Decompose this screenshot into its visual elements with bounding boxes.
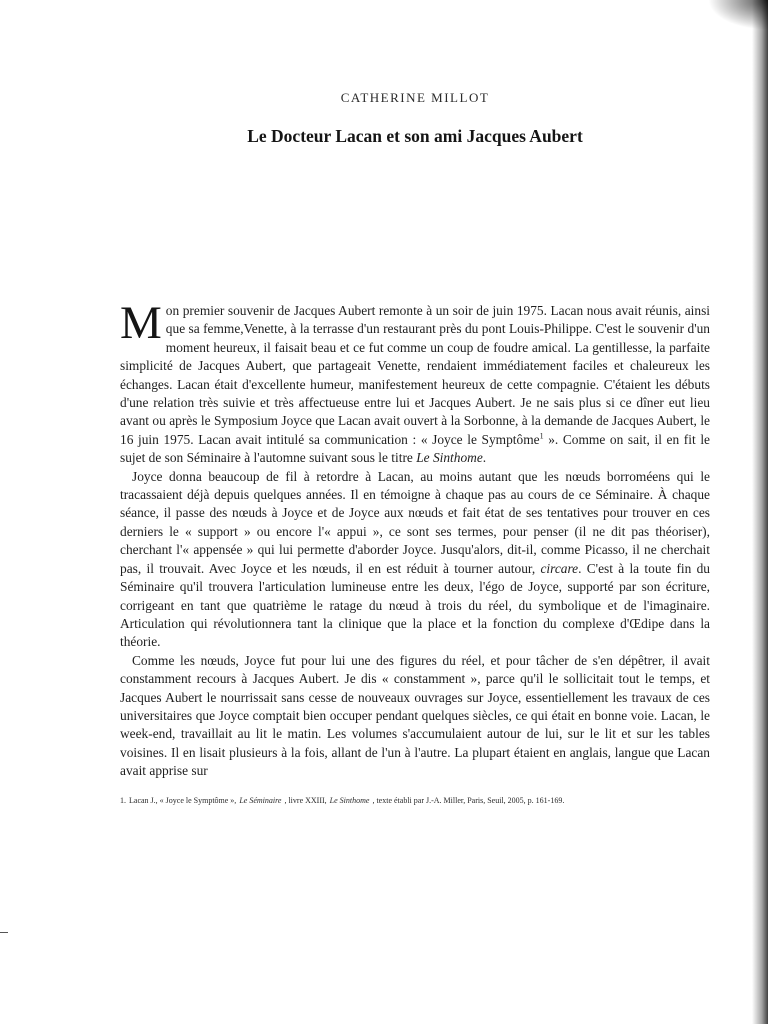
- footnote-text-end: , texte établi par J.-A. Miller, Paris, Seuil, 2005, p. 161-169.: [372, 795, 565, 805]
- latin-term-italic: circare: [540, 560, 579, 576]
- scan-shadow-edge: [752, 0, 768, 1024]
- article-body: [120, 297, 710, 781]
- scan-corner-shadow: [708, 0, 768, 30]
- footnote-text: Lacan J., « Joyce le Symptôme »,: [129, 795, 237, 805]
- paragraph-2-text: Joyce donna beaucoup de fil à retordre à Lacan, au moins autant que les nœuds borroméens qui le tracassaient déjà depuis quelques années. Il en témoigne à chaque pas au cours de ce Séminaire. À chaque séance, il passe des nœuds à Joyce et de Joyce aux nœuds et fait état de ses tentatives pour trouver en ces derniers le « support » ou encore l'« appui », ce sont ses termes, pour penser (il ne dit pas théoriser), cherchant l'« appensée » qui lui permette d'aborder Joyce. Jusqu'alors, dit-il, comme Picasso, il ne cherchait pas, il trouvait. Avec Joyce et les nœuds, il en est réduit à tourner autour,: [120, 468, 710, 576]
- paragraph-1-end: .: [482, 450, 487, 466]
- footnote-italic-sinthome: Le Sinthome: [329, 795, 370, 805]
- footnote-number: 1.: [120, 795, 126, 805]
- paragraph-3-text: Comme les nœuds, Joyce fut pour lui une des figures du réel, et pour tâcher de s'en dépêtrer, il avait constamment recours à Jacques Aubert. Je dis « constamment », parce qu'il le sollicitait tout le temps, et Jacques Aubert le nourrissait sans cesse de nouveaux ouvrages sur Joyce, essentiellement les travaux de ces universitaires que Joyce comptait bien occuper pendant quelques siècles, ce qui était en bonne voie. Lacan, le week-end, travaillait au lit le matin. Les volumes s'accumulaient autour de lui, sur le lit et sur les tables voisines. Il en lisait plusieurs à la fois, allant de l'un à l'autre. La plupart étaient en anglais, langue que Lacan avait apprise sur: [120, 652, 710, 779]
- paragraph-1: [120, 297, 710, 468]
- author-name: CATHERINE MILLOT: [340, 90, 490, 105]
- footnote-italic-seminaire: Le Séminaire: [239, 795, 282, 805]
- book-title-italic: Le Sinthome: [416, 450, 483, 466]
- paragraph-2-text-cont: . C'est à la toute fin du Séminaire qu'il trouvera l'articulation lumineuse entre les deux, l'égo de Joyce, supporté par son écriture, corrigeant en tant que quatrième le ratage du nœud à trois du réel, du symbolique et de l'imaginaire. Articulation qui révolutionnera tant la clinique que la place et la fonction du complexe d'Œdipe dans la théorie.: [120, 560, 710, 650]
- footnote-text-livre: , livre XXIII,: [284, 795, 327, 805]
- drop-cap: M: [120, 297, 162, 349]
- paragraph-2: [120, 468, 710, 652]
- paragraph-1-text-cont: ». Comme on sait, il en fit le sujet de son Séminaire à l'automne suivant sous le titre: [120, 431, 710, 466]
- article-title: Le Docteur Lacan et son ami Jacques Aubert: [247, 126, 583, 146]
- paragraph-3: [120, 652, 710, 781]
- paragraph-1-text: on premier souvenir de Jacques Aubert remonte à un soir de juin 1975. Lacan nous avait réunis, ainsi que sa femme,Venette, à la terrasse d'un restaurant près du pont Louis-Philippe. C'est le souvenir d'un moment heureux, il faisait beau et ce fut comme un coup de foudre amical. La gentillesse, la parfaite simplicité de Jacques Aubert, que partageait Venette, rendaient immédiatement faciles et chaleureux les échanges. Lacan était d'excellente humeur, manifestement heureux de cette compagnie. C'étaient les débuts d'une relation très suivie et très affectueuse entre lui et Jacques Aubert. Je ne sais plus si ce dîner eut lieu avant ou après le Symposium Joyce que Lacan avait ouvert à la Sorbonne, à la demande de Jacques Aubert, le 16 juin 1975. Lacan avait intitulé sa communication : « Joyce le Symptôme: [120, 303, 710, 447]
- margin-tick-mark: [0, 932, 8, 933]
- footnote: [120, 795, 710, 807]
- footnote-reference: 1: [539, 431, 544, 441]
- article-page: [120, 88, 710, 807]
